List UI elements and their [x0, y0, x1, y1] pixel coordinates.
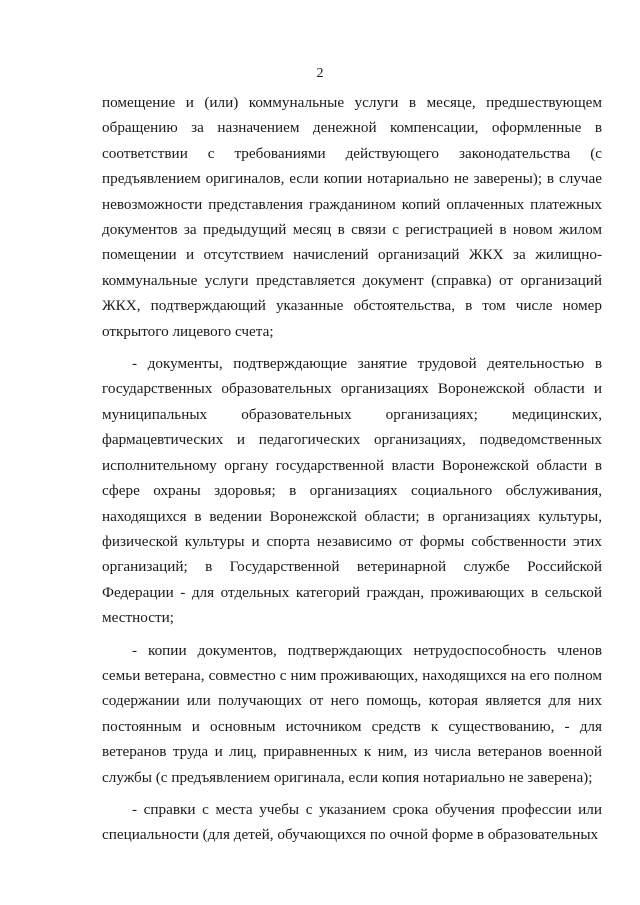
- paragraph-study-certificates: - справки с места учебы с указанием срока обучения профессии или специальности (для детей, обучающихся по очной форме в образовательных: [102, 800, 602, 844]
- document-body: [102, 90, 602, 848]
- paragraph-disability-documents: - копии документов, подтверждающих нетрудоспособность членов семьи ветерана, совместно с ним проживающих, находящихся на его полном содержании или получающих от него помощь, которая является для них постоянным и основным источником средств к существованию, - для ветеранов труда и лиц, приравненных к ним, из числа ветеранов военной службы (с предъявлением оригинала, если копия нотариально не заверена);: [102, 641, 602, 786]
- paragraph-utility-payments: помещение и (или) коммунальные услуги в месяце, предшествующем обращению за назначением денежной компенсации, оформленные в соответствии с требованиями действующего законодательства (с предъявлением оригиналов, если копии нотариально не заверены); в случае невозможности представления гражданином копий оплаченных платежных документов за предыдущий месяц в связи с регистрацией в новом жилом помещении и отсутствием начислений организаций ЖКХ за жилищно-коммунальные услуги представляется документ (справка) от организаций ЖКХ, подтверждающий указанные обстоятельства, в том числе номер открытого лицевого счета;: [102, 94, 602, 340]
- page-number: 2: [316, 66, 324, 81]
- paragraph-employment-documents: - документы, подтверждающие занятие трудовой деятельностью в государственных образовательных организациях Воронежской области и муниципальных образовательных организациях; медицинских, фармацевтических и педагогических организациях, подведомственных исполнительному органу государственной власти Воронежской области в сфере охраны здоровья; в организациях социального обслуживания, находящихся в ведении Воронежской области; в организациях культуры, физической культуры и спорта независимо от формы собственности этих организаций; в Государственной ветеринарной службе Российской Федерации - для отдельных категорий граждан, проживающих в сельской местности;: [102, 355, 602, 627]
